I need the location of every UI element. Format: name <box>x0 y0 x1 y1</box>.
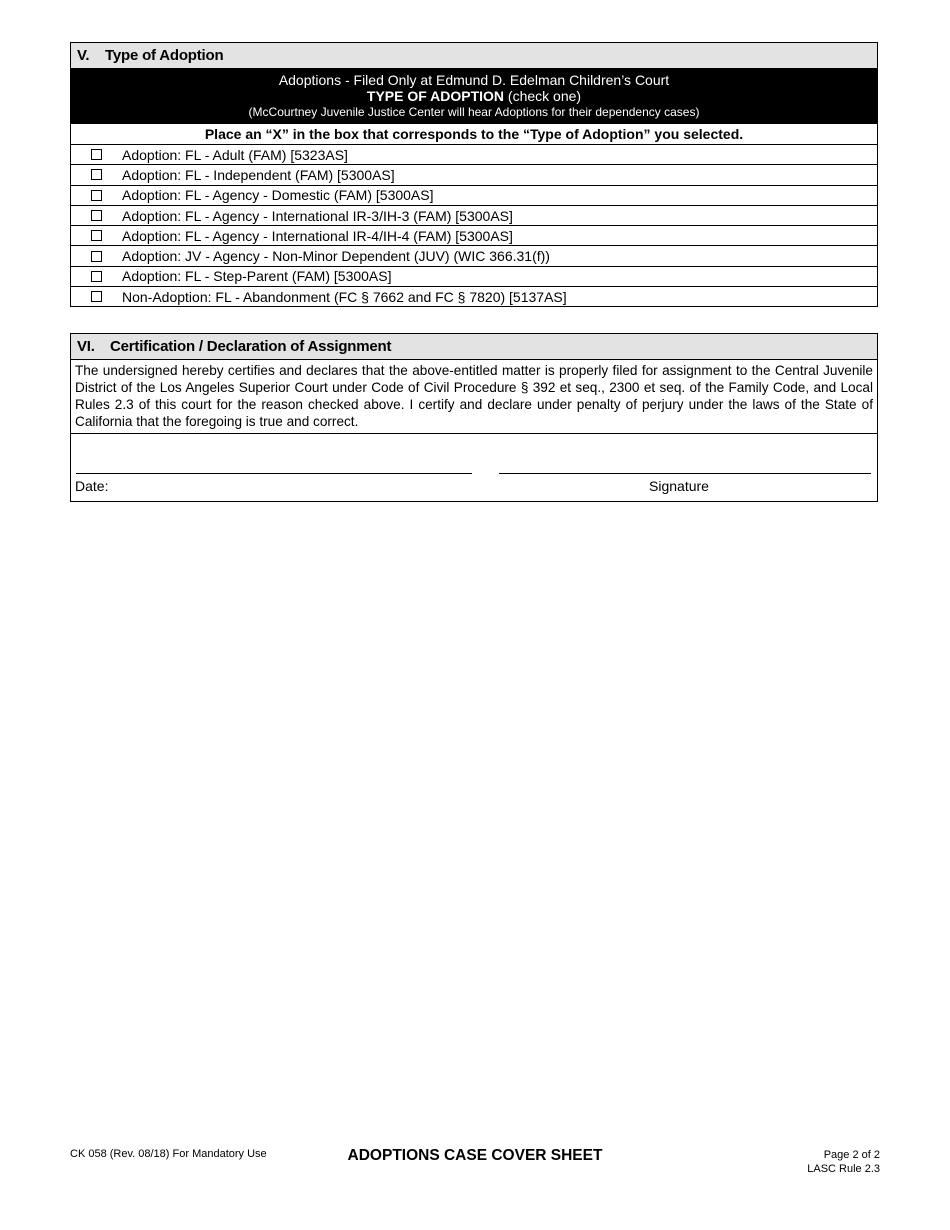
adoption-option-row <box>71 266 877 286</box>
instruction-text: Place an “X” in the box that corresponds to the “Type of Adoption” you selected. <box>71 123 877 144</box>
page-info <box>807 1148 880 1176</box>
adoption-option-label: Adoption: FL - Adult (FAM) [5323AS] <box>122 146 348 163</box>
adoption-option-label: Non-Adoption: FL - Abandonment (FC § 7662 and FC § 7820) [5137AS] <box>122 288 567 305</box>
section-vi-number: VI. <box>77 338 95 355</box>
adoption-option-label: Adoption: FL - Independent (FAM) [5300AS] <box>122 166 395 183</box>
form-id: CK 058 (Rev. 08/18) For Mandatory Use <box>70 1148 267 1160</box>
adoption-checkbox[interactable] <box>91 271 102 282</box>
certification-section <box>70 333 878 502</box>
banner-note-line: (McCourtney Juvenile Justice Center will hear Adoptions for their dependency cases) <box>248 105 700 119</box>
section-vi-header <box>71 334 877 360</box>
court-banner <box>71 69 877 123</box>
banner-type-bold: TYPE OF ADOPTION <box>366 88 505 104</box>
date-label: Date: <box>75 478 109 494</box>
adoption-option-row <box>71 144 877 164</box>
section-v-header <box>71 43 877 69</box>
section-v-title: Type of Adoption <box>105 47 224 64</box>
adoption-checkbox[interactable] <box>91 210 102 221</box>
page-number: Page 2 of 2 <box>823 1149 880 1161</box>
rule-reference: LASC Rule 2.3 <box>807 1163 880 1175</box>
adoption-option-label: Adoption: FL - Step-Parent (FAM) [5300AS] <box>122 268 392 285</box>
adoption-option-row <box>71 245 877 265</box>
adoption-option-row <box>71 205 877 225</box>
adoption-checkbox[interactable] <box>91 190 102 201</box>
section-vi-title: Certification / Declaration of Assignment <box>110 338 392 355</box>
banner-type-rest: (check one) <box>504 88 582 104</box>
adoption-checkbox[interactable] <box>91 230 102 241</box>
adoption-checkbox[interactable] <box>91 291 102 302</box>
adoption-checkbox[interactable] <box>91 169 102 180</box>
adoption-option-row <box>71 185 877 205</box>
adoption-checkbox[interactable] <box>91 251 102 262</box>
signature-label: Signature <box>649 478 709 494</box>
adoption-option-row <box>71 225 877 245</box>
date-field[interactable] <box>76 473 472 474</box>
adoption-option-row <box>71 286 877 306</box>
certification-text: The undersigned hereby certifies and declares that the above-entitled matter is properly filed for assignment to the Central Juvenile District of the Los Angeles Superior Court under Code of Civil Procedure § 392 et seq., 2300 et seq. of the Family Code, and Local Rules 2.3 of this court for the reason checked above. I certify and declare under penalty of perjury under the laws of the State of California that the foregoing is true and correct. <box>75 363 873 429</box>
adoption-option-label: Adoption: FL - Agency - International IR-4/IH-4 (FAM) [5300AS] <box>122 227 513 244</box>
section-v-number: V. <box>77 47 90 64</box>
adoption-checkbox[interactable] <box>91 149 102 160</box>
form-title: ADOPTIONS CASE COVER SHEET <box>347 1147 603 1164</box>
signature-field[interactable] <box>499 473 871 474</box>
adoption-option-label: Adoption: FL - Agency - International IR-3/IH-3 (FAM) [5300AS] <box>122 207 513 224</box>
banner-type-line <box>71 88 877 105</box>
adoption-option-row <box>71 164 877 184</box>
adoption-option-label: Adoption: FL - Agency - Domestic (FAM) [5300AS] <box>122 187 434 204</box>
adoption-option-label: Adoption: JV - Agency - Non-Minor Dependent (JUV) (WIC 366.31(f)) <box>122 248 550 265</box>
banner-court-line: Adoptions - Filed Only at Edmund D. Edelman Children’s Court <box>278 72 670 88</box>
type-of-adoption-section <box>70 42 878 307</box>
signature-area <box>71 433 877 501</box>
